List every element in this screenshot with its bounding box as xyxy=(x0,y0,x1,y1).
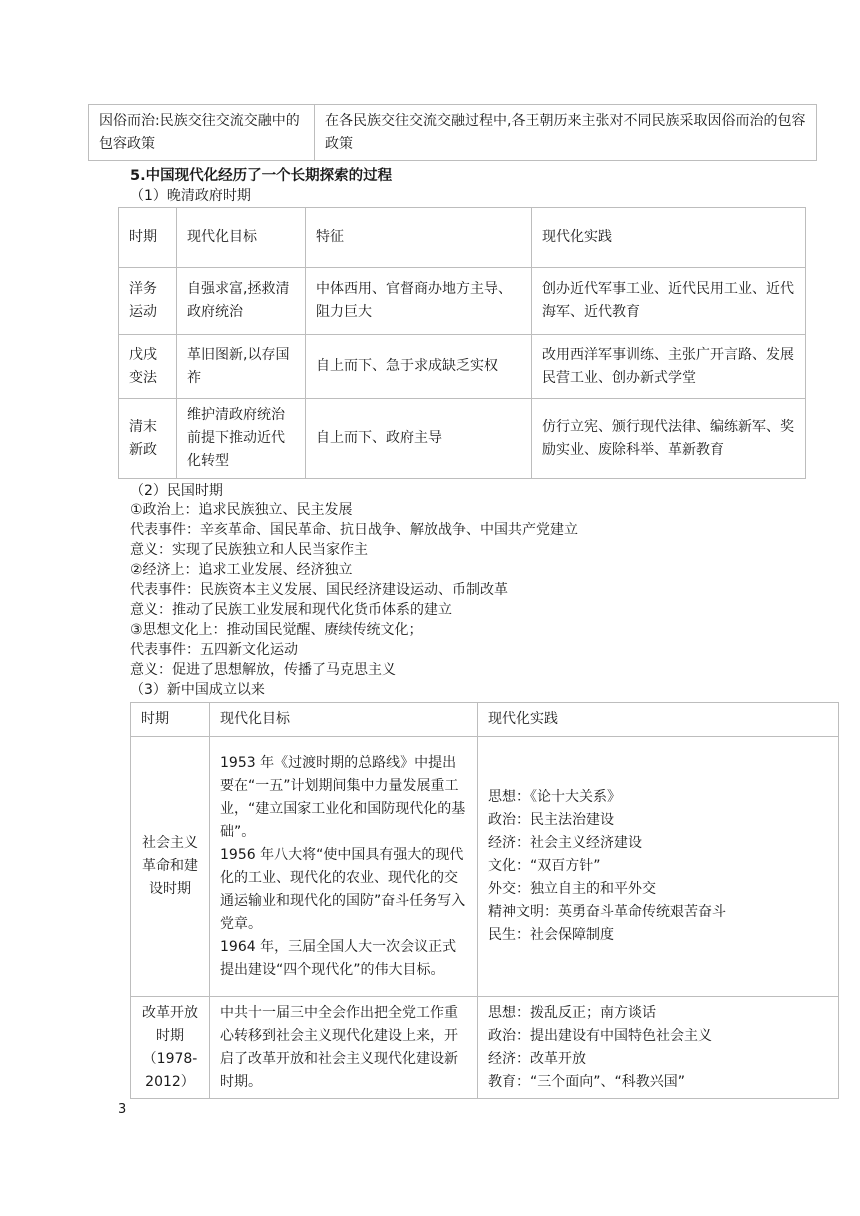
text-line: 意义：实现了民族独立和人民当家作主 xyxy=(130,542,368,558)
goal-paragraph: 1953 年《过渡时期的总路线》中提出要在“一五”计划期间集中力量发展重工业，“建立国家工业化和国防现代化的基础”。 xyxy=(220,754,466,840)
header-cell: 现代化实践 xyxy=(532,208,806,268)
goal-cell: 革旧图新,以存国祚 xyxy=(177,335,306,399)
practice-line: 思想：拨乱反正；南方谈话 xyxy=(488,1004,656,1021)
feature-cell: 自上而下、急于求成缺乏实权 xyxy=(306,335,532,399)
page-number: 3 xyxy=(118,1102,127,1117)
late-qing-table xyxy=(118,207,806,479)
practice-line: 民生：社会保障制度 xyxy=(488,927,614,943)
header-cell: 现代化目标 xyxy=(210,703,478,737)
text-line: 代表事件：五四新文化运动 xyxy=(130,642,298,658)
goal-cell xyxy=(210,737,478,997)
table-row xyxy=(131,997,839,1099)
goal-cell: 中共十一届三中全会作出把全党工作重心转移到社会主义现代化建设上来，开启了改革开放和社会主义现代化建设新时期。 xyxy=(210,997,478,1099)
practice-line: 教育：“三个面向”、“科教兴国” xyxy=(488,1073,686,1090)
header-cell: 现代化目标 xyxy=(177,208,306,268)
table-row xyxy=(119,268,806,335)
text-line: 意义：推动了民族工业发展和现代化货币体系的建立 xyxy=(130,602,452,618)
practice-line: 经济：改革开放 xyxy=(488,1050,586,1067)
table-row xyxy=(119,335,806,399)
text-line: ①政治上：追求民族独立、民主发展 xyxy=(130,502,353,518)
practice-cell xyxy=(478,737,839,997)
text-line: 代表事件：辛亥革命、国民革命、抗日战争、解放战争、中国共产党建立 xyxy=(130,522,578,538)
practice-cell xyxy=(478,997,839,1099)
period-cell: 社会主义革命和建设时期 xyxy=(131,737,210,997)
period-cell: 戊戌变法 xyxy=(119,335,177,399)
period-cell: 洋务运动 xyxy=(119,268,177,335)
policy-name-cell: 因俗而治:民族交往交流交融中的包容政策 xyxy=(89,105,315,161)
practice-cell: 创办近代军事工业、近代民用工业、近代海军、近代教育 xyxy=(532,268,806,335)
table-row xyxy=(131,737,839,997)
practice-line: 思想：《论十大关系》 xyxy=(488,789,621,805)
text-line: ③思想文化上：推动国民觉醒、赓续传统文化； xyxy=(130,622,423,638)
table-row xyxy=(119,399,806,479)
practice-cell: 仿行立宪、颁行现代法律、编练新军、奖励实业、废除科举、革新教育 xyxy=(532,399,806,479)
practice-line: 政治：提出建设有中国特色社会主义 xyxy=(488,1027,712,1044)
section-title: 5.中国现代化经历了一个长期探索的过程 xyxy=(130,168,393,184)
goal-cell: 自强求富,拯救清政府统治 xyxy=(177,268,306,335)
period-cell: 清末新政 xyxy=(119,399,177,479)
goal-paragraph: 1956 年八大将“使中国具有强大的现代化的工业、现代化的农业、现代化的交通运输业和现代化的国防”奋斗任务写入党章。 xyxy=(220,846,466,932)
practice-line: 外交：独立自主的和平外交 xyxy=(488,881,656,897)
practice-cell: 改用西洋军事训练、主张广开言路、发展民营工业、创办新式学堂 xyxy=(532,335,806,399)
period-cell: 改革开放时期（1978-2012） xyxy=(131,997,210,1099)
header-cell: 时期 xyxy=(131,703,210,737)
subheading-late-qing: （1）晚清政府时期 xyxy=(130,188,251,204)
subheading-new-china: （3）新中国成立以来 xyxy=(130,682,265,698)
goal-paragraph: 1964 年，三届全国人大一次会议正式提出建设“四个现代化”的伟大目标。 xyxy=(220,938,457,978)
header-cell: 现代化实践 xyxy=(478,703,839,737)
practice-line: 精神文明：英勇奋斗革命传统艰苦奋斗 xyxy=(488,904,726,920)
header-cell: 时期 xyxy=(119,208,177,268)
policy-table xyxy=(88,104,817,161)
text-line: ②经济上：追求工业发展、经济独立 xyxy=(130,562,353,578)
practice-line: 政治：民主法治建设 xyxy=(488,812,614,828)
goal-cell: 维护清政府统治前提下推动近代化转型 xyxy=(177,399,306,479)
new-china-table xyxy=(130,702,839,1099)
text-line: 意义：促进了思想解放，传播了马克思主义 xyxy=(130,662,396,678)
policy-desc-cell: 在各民族交往交流交融过程中,各王朝历来主张对不同民族采取因俗而治的包容政策 xyxy=(315,105,817,161)
text-line: 代表事件：民族资本主义发展、国民经济建设运动、币制改革 xyxy=(130,582,508,598)
feature-cell: 自上而下、政府主导 xyxy=(306,399,532,479)
feature-cell: 中体西用、官督商办地方主导、阻力巨大 xyxy=(306,268,532,335)
subheading-republic: （2）民国时期 xyxy=(130,483,223,499)
practice-line: 经济：社会主义经济建设 xyxy=(488,835,642,851)
header-cell: 特征 xyxy=(306,208,532,268)
practice-line: 文化：“双百方针” xyxy=(488,858,601,874)
